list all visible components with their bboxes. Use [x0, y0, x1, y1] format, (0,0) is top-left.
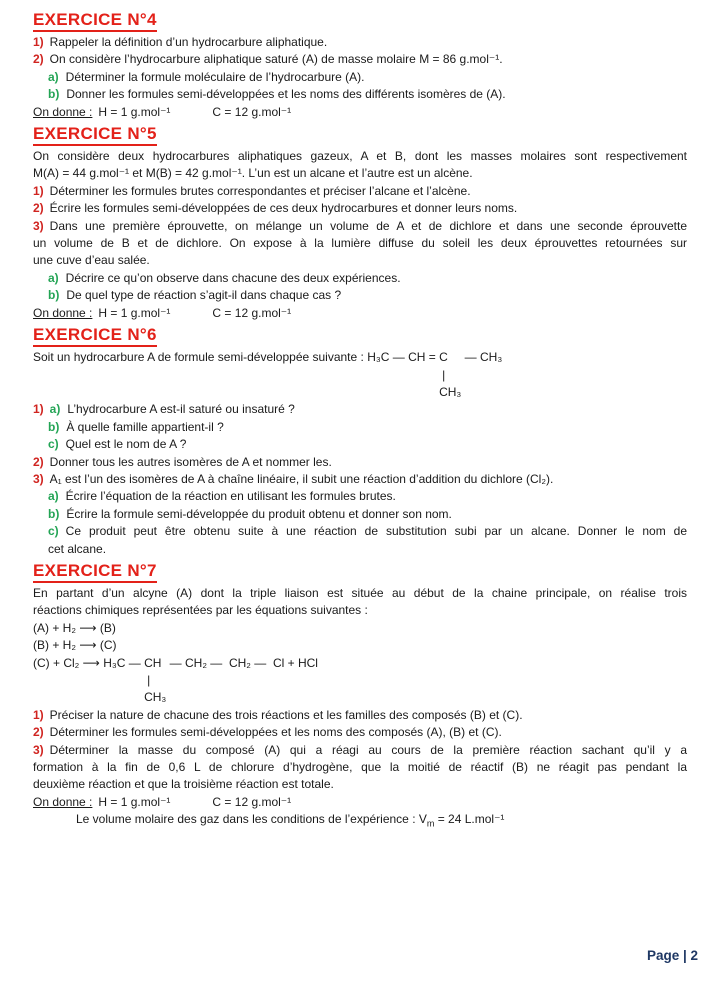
exercise6-heading [33, 325, 687, 347]
item-number: 3) [33, 218, 44, 233]
ex5-intro-1 [33, 148, 687, 165]
item-text: Déterminer la masse du composé (A) qui a réagi au cours de la première réaction sachant qu’il y a [49, 742, 687, 757]
ex6-item-3c-cont [33, 541, 687, 558]
molar-volume-text: Le volume molaire des gaz dans les conditions de l’expérience : V [76, 812, 427, 827]
exercise7-heading [33, 561, 687, 583]
ex7-item-3-cont2 [33, 776, 687, 793]
ex6-item-2 [33, 454, 687, 471]
on-donne-label: On donne : [33, 305, 93, 320]
ex7-equation-1 [33, 620, 687, 637]
ex5-item-2 [33, 200, 687, 217]
on-donne-label: On donne : [33, 794, 93, 809]
item-number: 2) [33, 52, 44, 67]
item-text: un volume de B et de dichlore. On expose à la lumière diffuse du soleil les deux éprouvettes retournées sur [33, 236, 687, 251]
exercise4-heading [33, 10, 687, 32]
item-letter: b) [48, 288, 60, 303]
item-number: 1) [33, 402, 44, 417]
given-c: C = 12 g.mol⁻¹ [212, 305, 292, 320]
item-text: Écrire la formule semi-développée du produit obtenu et donner son nom. [66, 506, 452, 521]
item-letter: b) [48, 419, 60, 434]
ex4-item-2 [33, 51, 687, 68]
ex4-item-1 [33, 34, 687, 51]
paragraph-text: M(A) = 44 g.mol⁻¹ et M(B) = 42 g.mol⁻¹. L’un est un alcane et l’autre est un alcène. [33, 166, 473, 181]
ex4-item-2b [33, 86, 687, 103]
ex7-intro-1 [33, 585, 687, 602]
ex7-item-2 [33, 724, 687, 741]
item-letter: c) [48, 437, 59, 452]
given-c: C = 12 g.mol⁻¹ [212, 104, 292, 119]
item-text: Écrire l’équation de la réaction en utilisant les formules brutes. [65, 489, 396, 504]
item-number: 2) [33, 201, 44, 216]
bond-bar: | [442, 367, 446, 382]
ex6-item-3a [33, 488, 687, 505]
exercise7-title: EXERCICE N°7 [33, 561, 157, 583]
item-letter: c) [48, 524, 59, 539]
bond-bar: | [147, 673, 151, 687]
item-text: cet alcane. [48, 541, 107, 556]
item-text: Déterminer les formules brutes correspondantes et préciser l’alcane et l’alcène. [49, 183, 471, 198]
ex6-item-1a [33, 401, 687, 418]
item-text: L’hydrocarbure A est-il saturé ou insaturé ? [67, 402, 295, 417]
item-number: 3) [33, 471, 44, 486]
ex5-item-1 [33, 183, 687, 200]
given-h: H = 1 g.mol⁻¹ [98, 104, 171, 119]
item-number: 1) [33, 35, 44, 49]
item-text: Ce produit peut être obtenu suite à une réaction de substitution subi par un alcane. Donner le nom de [65, 524, 687, 539]
molar-volume-value: = 24 L.mol⁻¹ [434, 812, 505, 827]
equation-text: (A) + H₂ ⟶ (B) [33, 620, 116, 635]
formula-carbon: C [439, 350, 448, 365]
ex7-equation-2 [33, 637, 687, 654]
item-text: Écrire les formules semi-développées de ces deux hydrocarbures et donner leurs noms. [49, 201, 518, 216]
formula-branch-group: CH₃ [439, 384, 462, 399]
ex7-item-3-cont [33, 759, 687, 776]
ex5-item-3 [33, 218, 687, 235]
exercise5-title: EXERCICE N°5 [33, 124, 157, 146]
item-number: 3) [33, 742, 44, 757]
ex5-item-3-cont [33, 235, 687, 252]
formula-carbon: CH [144, 655, 162, 670]
formula-branch [144, 655, 166, 707]
item-number: 1) [33, 707, 44, 722]
item-letter: b) [48, 506, 60, 521]
given-h: H = 1 g.mol⁻¹ [98, 794, 171, 809]
item-text: une cuve d’eau salée. [33, 253, 150, 268]
item-letter: a) [48, 69, 59, 84]
item-text: Donner les formules semi-développées et les noms des différents isomères de (A). [66, 87, 506, 102]
formula-suffix: — CH₃ [461, 350, 503, 365]
ex6-item-3b [33, 506, 687, 523]
item-text: Donner tous les autres isomères de A et nommer les. [49, 454, 332, 469]
ex6-item-3c [33, 523, 687, 540]
item-letter: a) [49, 402, 61, 417]
item-letter: a) [48, 489, 59, 504]
item-text: Déterminer les formules semi-développées et les noms des composés (A), (B) et (C). [49, 725, 502, 740]
ex7-item-3 [33, 742, 687, 759]
formula-prefix: Soit un hydrocarbure A de formule semi-développée suivante : H₃C — CH = [33, 350, 440, 365]
item-text: De quel type de réaction s’agit-il dans chaque cas ? [66, 288, 342, 303]
item-letter: b) [48, 87, 60, 102]
item-text: Déterminer la formule moléculaire de l’hydrocarbure (A). [65, 69, 365, 84]
ex7-molar-volume [33, 811, 687, 828]
item-text: Dans une première éprouvette, on mélange un volume de A et de dichlore et dans une seconde éprouvette [49, 218, 687, 233]
ex5-item-3a [33, 270, 687, 287]
ex7-equation-3 [33, 655, 687, 707]
exercise5-heading [33, 124, 687, 146]
item-letter: a) [48, 270, 59, 285]
given-h: H = 1 g.mol⁻¹ [98, 305, 171, 320]
exercise6-title: EXERCICE N°6 [33, 325, 157, 347]
given-c: C = 12 g.mol⁻¹ [212, 794, 292, 809]
ex6-formula [33, 349, 687, 401]
ex6-item-1b [33, 419, 687, 436]
equation-prefix: (C) + Cl₂ ⟶ H₃C — [33, 655, 145, 670]
equation-suffix: — CH₂ — CH₂ — Cl + HCl [166, 655, 318, 670]
equation-text: (B) + H₂ ⟶ (C) [33, 638, 117, 653]
item-text: deuxième réaction et que la troisième réaction est totale. [33, 777, 334, 792]
ex7-on-donne [33, 794, 687, 811]
exercise4-title: EXERCICE N°4 [33, 10, 157, 32]
item-text: À quelle famille appartient-il ? [66, 419, 224, 434]
item-number: 2) [33, 454, 44, 469]
paragraph-text: On considère deux hydrocarbures aliphatiques gazeux, A et B, dont les masses molaires sont respectivement [33, 149, 687, 164]
on-donne-label: On donne : [33, 104, 93, 119]
ex5-item-3-cont2 [33, 252, 687, 269]
ex7-item-1 [33, 707, 687, 724]
paragraph-text: réactions chimiques représentées par les équations suivantes : [33, 603, 368, 618]
item-text: A₁ est l’un des isomères de A à chaîne linéaire, il subit une réaction d’addition du dichlore (Cl₂). [49, 471, 554, 486]
item-text: Rappeler la définition d’un hydrocarbure aliphatique. [49, 35, 328, 49]
item-text: Préciser la nature de chacune des trois réactions et les familles des composés (B) et (C). [49, 707, 523, 722]
page-number: Page | 2 [646, 948, 698, 963]
paragraph-text: En partant d’un alcyne (A) dont la triple liaison est située au début de la chaine principale, on réalise trois [33, 585, 687, 600]
formula-branch [439, 349, 461, 401]
ex4-on-donne [33, 104, 687, 121]
item-text: On considère l’hydrocarbure aliphatique saturé (A) de masse molaire M = 86 g.mol⁻¹. [49, 52, 503, 67]
ex7-intro-2 [33, 602, 687, 619]
ex5-on-donne [33, 305, 687, 322]
item-number: 2) [33, 725, 44, 740]
ex6-item-3 [33, 471, 687, 488]
ex6-item-1c [33, 436, 687, 453]
item-text: formation à la fin de 0,6 L de chlorure d’hydrogène, que la moitié de réactif (B) ne réagit pas pendant la [33, 760, 687, 775]
item-text: Décrire ce qu’on observe dans chacune des deux expériences. [65, 270, 401, 285]
ex5-item-3b [33, 287, 687, 304]
item-number: 1) [33, 183, 44, 198]
item-text: Quel est le nom de A ? [65, 437, 187, 452]
ex4-item-2a [33, 69, 687, 86]
formula-branch-group: CH₃ [144, 690, 167, 705]
ex5-intro-2 [33, 165, 687, 182]
subscript-m: m [426, 818, 435, 829]
